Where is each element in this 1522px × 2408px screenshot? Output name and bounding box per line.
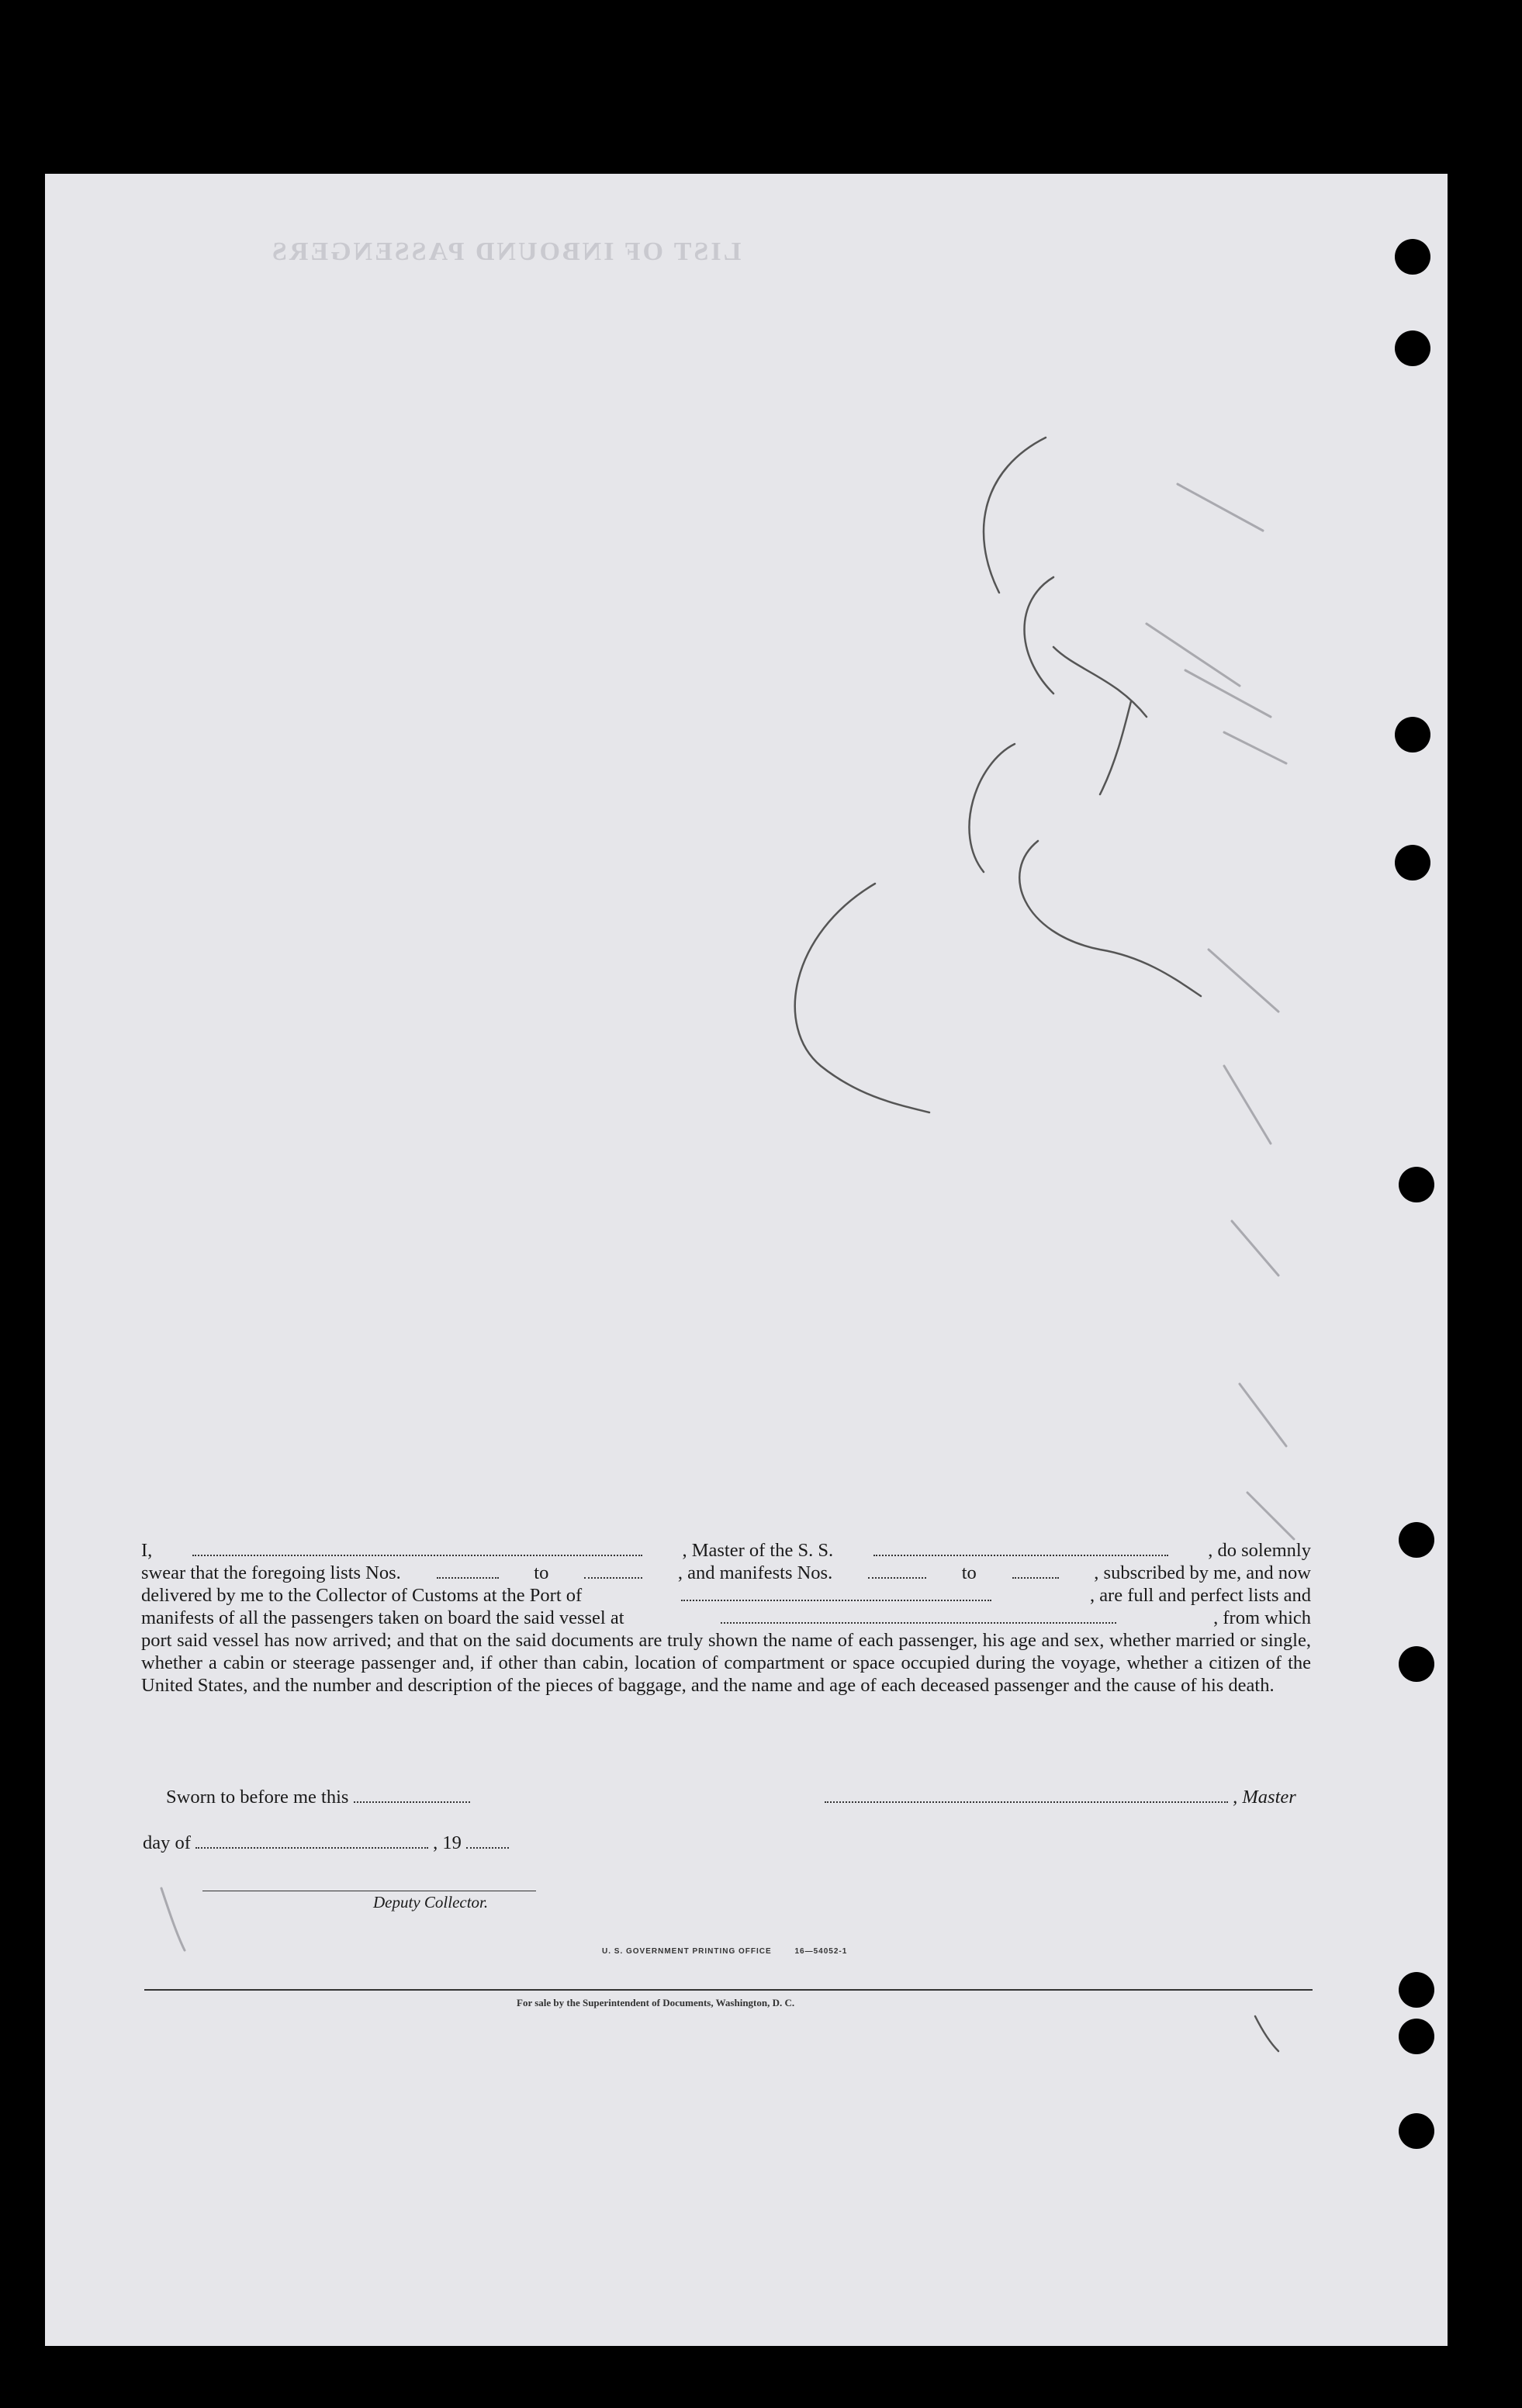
day-of-label: day of bbox=[143, 1832, 191, 1853]
list-no-to-blank bbox=[584, 1562, 642, 1579]
oath-text: to bbox=[534, 1562, 549, 1583]
oath-text: to bbox=[961, 1562, 977, 1583]
binder-hole bbox=[1395, 717, 1430, 752]
year-label: , 19 bbox=[433, 1832, 462, 1853]
oath-text: delivered by me to the Collector of Customs at the Port of bbox=[141, 1585, 583, 1606]
oath-text: , Master of the S. S. bbox=[682, 1540, 834, 1561]
port-blank bbox=[681, 1584, 991, 1601]
bleed-through-heading: LIST OF INBOUND PASSENGERS bbox=[270, 237, 742, 266]
master-name-blank bbox=[192, 1539, 642, 1556]
sworn-line bbox=[166, 1786, 470, 1808]
oath-text-body: port said vessel has now arrived; and that on the said documents are truly shown the name of each passenger, his age and sex, whether married or single, whether a cabin or steerage passenger and, if other than cabin, location of compartment or space occupied during the voyage, whether a citizen of the United States, and the number and description of the pieces of baggage, and the name and age of each deceased passenger and the cause of his death. bbox=[141, 1630, 1311, 1696]
deputy-collector-label: Deputy Collector. bbox=[373, 1893, 489, 1912]
binder-hole bbox=[1399, 2019, 1434, 2054]
gpo-imprint bbox=[602, 1947, 847, 1956]
embarkation-port-blank bbox=[721, 1607, 1116, 1624]
month-blank bbox=[195, 1832, 428, 1849]
year-blank bbox=[466, 1832, 509, 1849]
master-oath-paragraph bbox=[141, 1539, 1311, 1697]
manifest-no-from-blank bbox=[868, 1562, 926, 1579]
master-signature-blank bbox=[825, 1786, 1228, 1803]
day-of-line bbox=[143, 1832, 509, 1854]
master-signature-line bbox=[825, 1786, 1296, 1808]
ship-name-blank bbox=[873, 1539, 1168, 1556]
sworn-label: Sworn to before me this bbox=[166, 1787, 349, 1808]
oath-text: manifests of all the passengers taken on board the said vessel at bbox=[141, 1607, 624, 1628]
list-no-from-blank bbox=[437, 1562, 499, 1579]
for-sale-notice: For sale by the Superintendent of Documents, Washington, D. C. bbox=[517, 1997, 795, 2008]
gpo-number: 16—54052-1 bbox=[794, 1947, 848, 1956]
manifest-no-to-blank bbox=[1012, 1562, 1059, 1579]
oath-text: , are full and perfect lists and bbox=[1089, 1585, 1311, 1606]
binder-hole bbox=[1395, 239, 1430, 275]
binder-hole bbox=[1399, 1522, 1434, 1558]
binder-hole bbox=[1399, 2113, 1434, 2149]
handwritten-pencil-marks bbox=[45, 174, 1448, 2346]
document-page bbox=[45, 174, 1448, 2346]
binder-hole bbox=[1395, 845, 1430, 881]
sworn-date-blank bbox=[354, 1786, 470, 1803]
gpo-label: U. S. GOVERNMENT PRINTING OFFICE bbox=[602, 1947, 772, 1956]
oath-text: I, bbox=[141, 1540, 153, 1561]
binder-hole bbox=[1399, 1167, 1434, 1202]
oath-text: swear that the foregoing lists Nos. bbox=[141, 1562, 401, 1583]
binder-hole bbox=[1399, 1972, 1434, 2008]
binder-hole bbox=[1395, 330, 1430, 366]
oath-text: , from which bbox=[1213, 1607, 1311, 1628]
master-label: , Master bbox=[1233, 1787, 1296, 1808]
oath-text: , and manifests Nos. bbox=[677, 1562, 833, 1583]
oath-text: , subscribed by me, and now bbox=[1094, 1562, 1311, 1583]
oath-text: , do solemnly bbox=[1208, 1540, 1311, 1561]
binder-hole bbox=[1399, 1646, 1434, 1682]
footer-rule bbox=[144, 1989, 1313, 1991]
